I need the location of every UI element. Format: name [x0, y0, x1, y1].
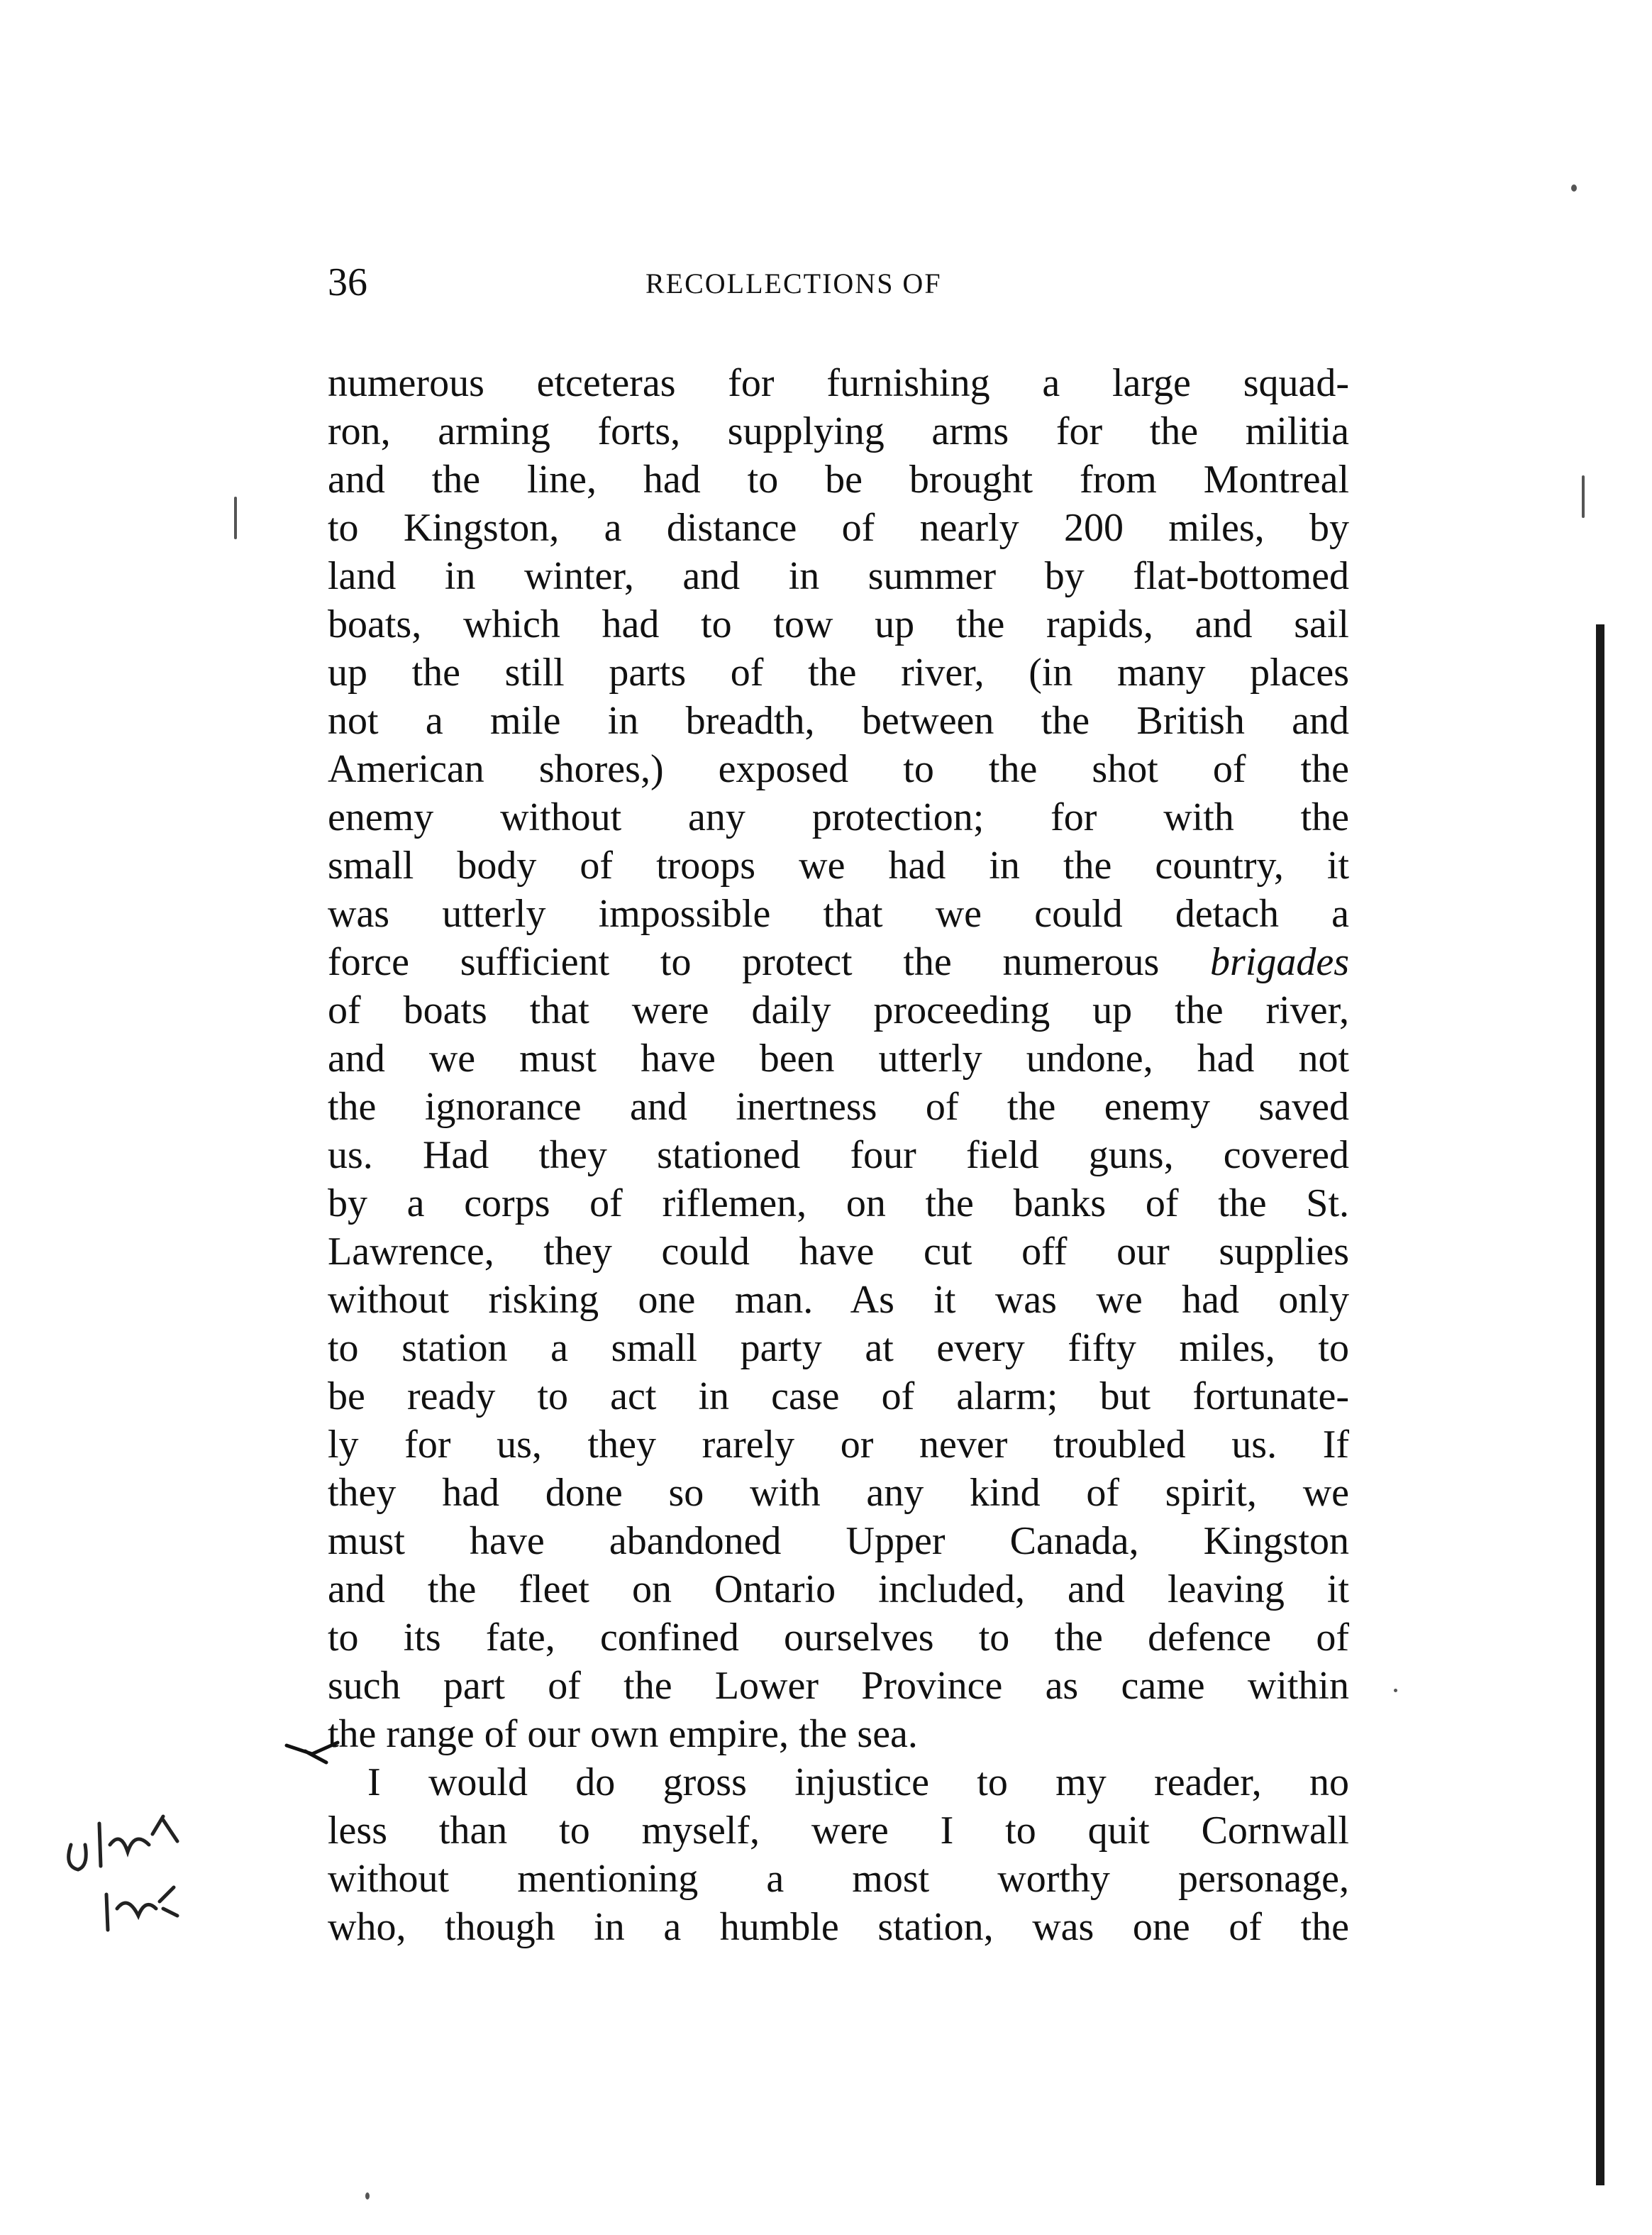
- text-line: they had done so with any kind of spirit, we: [328, 1471, 1349, 1515]
- scan-speck: [1394, 1689, 1397, 1692]
- page-number: 36: [328, 260, 367, 304]
- running-title: RECOLLECTIONS OF: [645, 267, 942, 299]
- text-line: and we must have been utterly undone, had not: [328, 1037, 1349, 1081]
- text-line: without mentioning a most worthy personage,: [328, 1857, 1349, 1901]
- text-line: such part of the Lower Province as came within: [328, 1664, 1349, 1708]
- text-line: to Kingston, a distance of nearly 200 miles, by: [328, 506, 1349, 550]
- text-line: up the still parts of the river, (in many places: [328, 651, 1349, 695]
- text-line: small body of troops we had in the country, it: [328, 844, 1349, 888]
- text-line: American shores,) exposed to the shot of the: [328, 747, 1349, 791]
- scan-speck: [1571, 184, 1577, 192]
- text-line: and the line, had to be brought from Montreal: [328, 458, 1349, 502]
- margin-ink-bar: [1596, 624, 1604, 2185]
- text-line: ly for us, they rarely or never troubled us. If: [328, 1423, 1349, 1467]
- text-line: I would do gross injustice to my reader, no: [367, 1760, 1349, 1804]
- text-line: was utterly impossible that we could detach a: [328, 892, 1349, 936]
- text-line: must have abandoned Upper Canada, Kingston: [328, 1519, 1349, 1563]
- text-line: us. Had they stationed four field guns, covered: [328, 1133, 1349, 1177]
- text-line: boats, which had to tow up the rapids, and sail: [328, 602, 1349, 646]
- text-line: by a corps of riflemen, on the banks of the St.: [328, 1181, 1349, 1225]
- text-line-prefix: force sufficient to protect the numerous: [328, 940, 1160, 984]
- scan-speck: [234, 497, 237, 539]
- text-line: not a mile in breadth, between the British and: [328, 699, 1349, 743]
- scan-speck: [1582, 475, 1585, 518]
- text-line: less than to myself, were I to quit Cornwall: [328, 1809, 1349, 1853]
- text-line: land in winter, and in summer by flat-bottomed: [328, 554, 1349, 598]
- text-line: to its fate, confined ourselves to the defence of: [328, 1616, 1349, 1660]
- text-line: the ignorance and inertness of the enemy saved: [328, 1085, 1349, 1129]
- text-line: numerous etceteras for furnishing a large squad-: [328, 361, 1349, 405]
- text-line: Lawrence, they could have cut off our supplies: [328, 1230, 1349, 1274]
- handwritten-scribble-icon: [57, 1802, 241, 1944]
- text-line: enemy without any protection; for with the: [328, 795, 1349, 839]
- text-line: ron, arming forts, supplying arms for the militia: [328, 409, 1349, 453]
- text-line: and the fleet on Ontario included, and leaving it: [328, 1567, 1349, 1611]
- text-line: the range of our own empire, the sea.: [328, 1712, 918, 1756]
- italic-word: brigades: [1210, 940, 1349, 984]
- scan-speck: [365, 2192, 370, 2200]
- text-line: who, though in a humble station, was one of the: [328, 1905, 1349, 1949]
- text-line: be ready to act in case of alarm; but fortunate-: [328, 1374, 1349, 1418]
- checkmark-annotation-icon: [284, 1738, 340, 1767]
- text-line: of boats that were daily proceeding up the river,: [328, 988, 1349, 1032]
- text-line: without risking one man. As it was we had only: [328, 1278, 1349, 1322]
- text-line: to station a small party at every fifty miles, to: [328, 1326, 1349, 1370]
- body-text: [328, 359, 1349, 1951]
- text-line-with-italic: [328, 938, 1349, 986]
